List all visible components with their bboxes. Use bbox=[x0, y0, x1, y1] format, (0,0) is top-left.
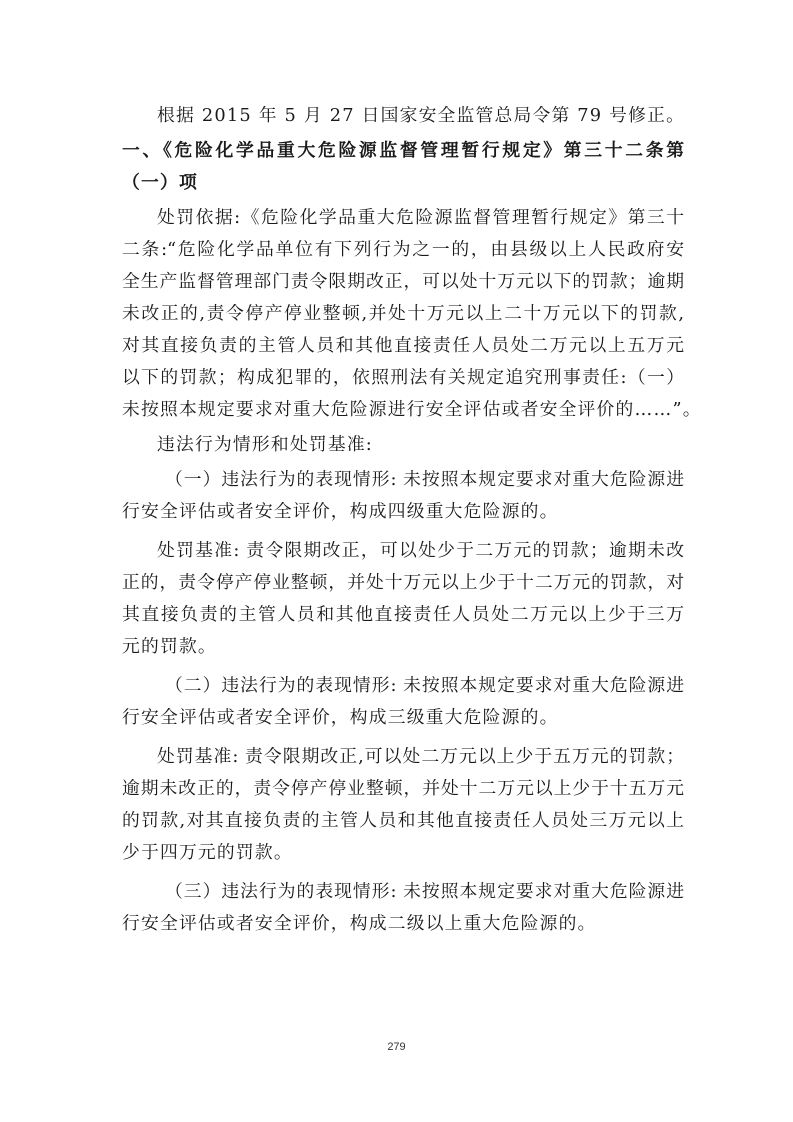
case-2-line-1: （二）违法行为的表现情形: 未按照本规定要求对重大危险源进 bbox=[165, 675, 684, 696]
case-3-line-1: （三）违法行为的表现情形: 未按照本规定要求对重大危险源进 bbox=[165, 881, 684, 902]
penalty-1-line-4: 元的罚款。 bbox=[122, 636, 217, 657]
basis-line-5: 对其直接负责的主管人员和其他直接责任人员处二万元以上五万元 bbox=[122, 335, 684, 356]
basis-line-7: 未按照本规定要求对重大危险源进行安全评估或者安全评价的……”。 bbox=[122, 399, 702, 420]
penalty-2-line-1: 处罚基准: 责令限期改正,可以处二万元以上少于五万元的罚款； bbox=[157, 746, 684, 767]
case-2-line-2: 行安全评估或者安全评价，构成三级重大危险源的。 bbox=[122, 707, 559, 728]
penalty-1-line-1: 处罚基准: 责令限期改正，可以处少于二万元的罚款；逾期未改 bbox=[157, 540, 684, 561]
heading-line-2: （一）项 bbox=[122, 172, 198, 193]
heading-line-1: 一、《危险化学品重大危险源监督管理暂行规定》第三十二条第 bbox=[122, 140, 684, 161]
page-number: 279 bbox=[387, 1041, 406, 1053]
basis-line-6: 以下的罚款；构成犯罪的，依照刑法有关规定追究刑事责任:（一） bbox=[122, 367, 684, 388]
section-title: 违法行为情形和处罚基准: bbox=[157, 434, 373, 455]
case-3-line-2: 行安全评估或者安全评价，构成二级以上重大危险源的。 bbox=[122, 913, 597, 934]
penalty-1-line-3: 其直接负责的主管人员和其他直接责任人员处二万元以上少于三万 bbox=[122, 604, 684, 625]
intro-text: 根据 2015 年 5 月 27 日国家安全监管总局令第 79 号修正。 bbox=[157, 105, 686, 126]
document-page bbox=[122, 100, 702, 940]
penalty-2-line-2: 逾期未改正的，责令停产停业整顿，并处十二万元以上少于十五万元 bbox=[122, 778, 684, 799]
penalty-2-line-4: 少于四万元的罚款。 bbox=[122, 842, 293, 863]
basis-line-1: 处罚依据:《危险化学品重大危险源监督管理暂行规定》第三十 bbox=[157, 207, 684, 228]
case-1-line-1: （一）违法行为的表现情形: 未按照本规定要求对重大危险源进 bbox=[165, 469, 684, 490]
basis-line-4: 未改正的,责令停产停业整顿,并处十万元以上二十万元以下的罚款, bbox=[122, 303, 684, 324]
penalty-2-line-3: 的罚款,对其直接负责的主管人员和其他直接责任人员处三万元以上 bbox=[122, 810, 684, 831]
basis-line-2: 二条:“危险化学品单位有下列行为之一的，由县级以上人民政府安 bbox=[122, 239, 684, 260]
basis-line-3: 全生产监督管理部门责令限期改正，可以处十万元以下的罚款；逾期 bbox=[122, 271, 684, 292]
penalty-1-line-2: 正的，责令停产停业整顿，并处十万元以上少于十二万元的罚款，对 bbox=[122, 572, 684, 593]
case-1-line-2: 行安全评估或者安全评价，构成四级重大危险源的。 bbox=[122, 501, 559, 522]
